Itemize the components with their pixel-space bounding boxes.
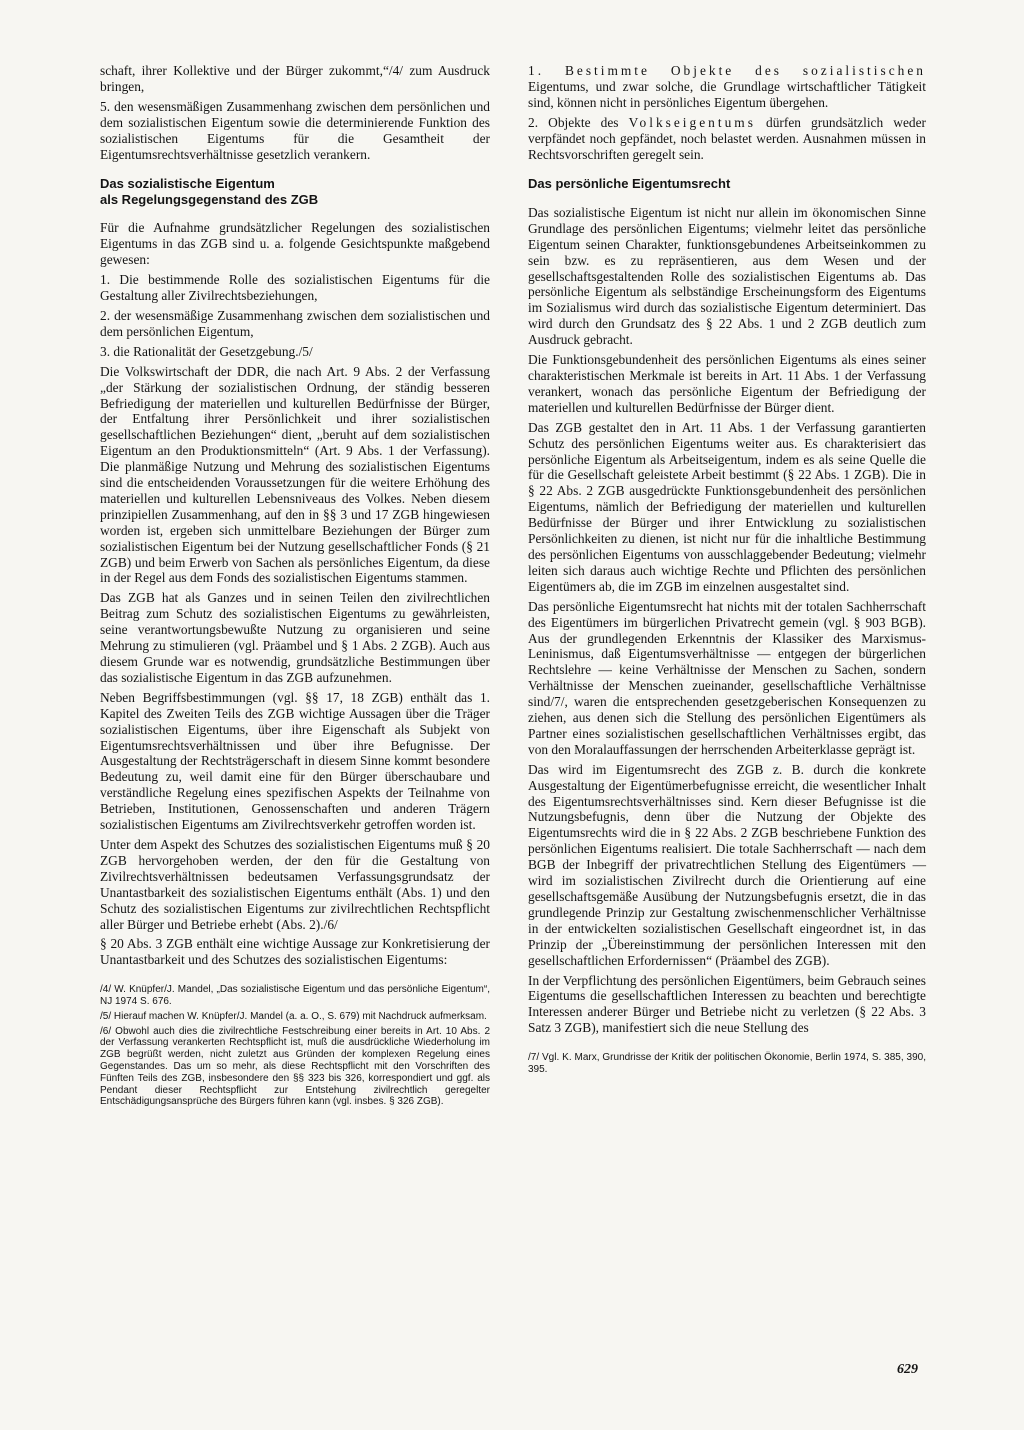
list-item: 2. der wesensmäßige Zusammenhang zwischen dem sozialistischen und dem persönlichen Eigentum,	[100, 307, 490, 339]
page-number: 629	[897, 1362, 918, 1377]
paragraph: Neben Begriffsbestimmungen (vgl. §§ 17, 18 ZGB) enthält das 1. Kapitel des Zweiten Teils des ZGB wichtige Aussagen über die Träger sozialistischen Eigentums, über ihre Eigenschaft als Subjekt von Eigentumsrechtsverhältnissen und über ihre Befugnisse. Der Ausgestaltung der Rechtsträgerschaft in diesem Sinne kommt besondere Bedeutung zu, weil damit eine für den Bürger überschaubare und verständliche Regelung eines spezifischen Aspekts der Teilnahme von Betrieben, Institutionen, Genossenschaften und anderen Trägern sozialistischen Eigentums am Zivilrechtsverkehr getroffen worden ist.	[100, 689, 490, 833]
paragraph: Das persönliche Eigentumsrecht hat nichts mit der totalen Sachherrschaft des Eigentümers im bürgerlichen Privatrecht gemein (vgl. § 903 BGB). Aus der grundlegenden Erkenntnis der Klassiker des Marxismus-Leninismus, daß Eigentumsverhältnisse — entgegen der bürgerlichen Rechtslehre — keine Verhältnisse der Menschen zu Sachen, sondern Verhältnisse der Menschen zueinander, gesellschaftliche Verhältnisse sind/7/, waren die entsprechenden gesetzgeberischen Konsequenzen zu ziehen, aus denen sich die Stellung des persönlichen Eigentümers als Partner eines sozialistischen gesellschaftlichen Verhältnisses ergibt, das von den Moralauffassungen der herrschenden Arbeiterklasse geprägt ist.	[528, 598, 926, 757]
paragraph: Das sozialistische Eigentum ist nicht nur allein im ökonomischen Sinne Grundlage des persönlichen Eigentums; vielmehr leitet das persönliche Eigentum seinen Charakter, funktionsgebundenes Arbeitseinkommen zu sein bzw. es zu repräsentieren, aus dem Wesen und der gesellschaftsgestaltenden Rolle des sozialistischen Eigentums ab. Das persönliche Eigentum als selbständige Erscheinungsform des Eigentums im Sozialismus wird durch das sozialistische Eigentum determiniert. Das wird durch den Grundsatz des § 22 Abs. 1 und 2 ZGB deutlich zum Ausdruck gebracht.	[528, 204, 926, 348]
list-item	[528, 63, 926, 111]
spaced-text: 1. Bestimmte Objekte des sozialistischen	[528, 63, 926, 78]
left-column	[100, 63, 490, 1111]
list-item: 1. Die bestimmende Rolle des sozialistischen Eigentums für die Gestaltung aller Zivilrechtsbeziehungen,	[100, 272, 490, 304]
section-heading-line: Das persönliche Eigentumsrecht	[528, 176, 731, 192]
footnotes-right	[528, 1052, 926, 1076]
spaced-text: Volkseigentums	[628, 114, 756, 130]
paragraph: Das ZGB hat als Ganzes und in seinen Teilen den zivilrechtlichen Beitrag zum Schutz des sozialistischen Eigentums zu gewährleisten, seine verantwortungsbewußte Nutzung zu organisieren und seine Mehrung zu stimulieren (vgl. Präambel und § 1 Abs. 2 ZGB). Auch aus diesem Grunde war es notwendig, grundsätzliche Bestimmungen über das sozialistische Eigentum in das ZGB aufzunehmen.	[100, 590, 490, 685]
paragraph: Unter dem Aspekt des Schutzes des sozialistischen Eigentums muß § 20 ZGB hervorgehoben werden, der den für die Gestaltung von Zivilrechtsverhältnissen bedeutsamen Verfassungsgrundsatz der Unantastbarkeit des sozialistischen Eigentums enthält (Abs. 1) und den Schutz des sozialistischen Eigentums zur zivilrechtlichen Rechtspflicht aller Bürger und Betriebe erhebt (Abs. 2)./6/	[100, 836, 490, 932]
paragraph: Die Volkswirtschaft der DDR, die nach Art. 9 Abs. 2 der Verfassung „der Stärkung der sozialistischen Ordnung, der ständig besseren Befriedigung der materiellen und kulturellen Bedürfnisse der Bürger, der Entfaltung ihrer Persönlichkeit und ihrer sozialistischen gesellschaftlichen Beziehungen“ dient, „beruht auf dem sozialistischen Eigentum an den Produktionsmitteln“ (Art. 9 Abs. 1 der Verfassung). Die planmäßige Nutzung und Mehrung des sozialistischen Eigentums sind die entscheidenden Voraussetzungen für die weitere Erhöhung des materiellen und kulturellen Lebensniveaus des Volkes. Neben diesem prinzipiellen Zusammenhang, auf den in §§ 3 und 17 ZGB hingewiesen worden ist, ergeben sich unmittelbare Beziehungen der Bürger zum sozialistischen Eigentum bei der Nutzung gesellschaftlicher Fonds (§ 21 ZGB) und beim Erwerb von Sachen als persönliches Eigentum, da diese in der Regel aus dem Fonds des sozialistischen Eigentums stammen.	[100, 363, 490, 586]
footnote: /6/ Obwohl auch dies die zivilrechtliche Festschreibung einer bereits in Art. 10 Abs. 2 der Verfassung verankerten Rechtspflicht ist, muß die ausdrückliche Wiederholung im ZGB begrüßt werden, nicht zuletzt aus Gründen der komplexen Regelung eines Gegenstandes. Das um so mehr, als diese Rechtspflicht mit den Vorschriften des Fünften Teils des ZGB, insbesondere den §§ 323 bis 326, korrespondiert und ggf. als Pendant dieser Rechtspflicht zur Entstehung zivilrechtlich geregelter Entschädigungsansprüche des Bürgers führen kann (vgl. insbes. § 326 ZGB).	[100, 1025, 490, 1108]
paragraph: § 20 Abs. 3 ZGB enthält eine wichtige Aussage zur Konkretisierung der Unantastbarkeit und des Schutzes des sozialistischen Eigentums:	[100, 936, 490, 968]
paragraph: Das wird im Eigentumsrecht des ZGB z. B. durch die konkrete Ausgestaltung der Eigentümerbefugnisse erreicht, die wesentlicher Inhalt des Eigentumsrechtsverhältnisses sind. Kern dieser Befugnisse ist die Nutzungsbefugnis, denn über die Nutzung der Objekte des Eigentumsrechts wird die in § 22 Abs. 2 ZGB beschriebene Funktion des persönlichen Eigentums realisiert. Die totale Sachherrschaft — nach dem BGB der Inbegriff der privatrechtlichen Stellung des Eigentümers — wird im sozialistischen Zivilrecht durch die Orientierung auf eine gesellschaftsgemäße Ausübung der Nutzungsbefugnis ersetzt, die in das grundlegende Prinzip zur Gestaltung zwischenmenschlicher Verhältnisse in der entwickelten sozialistischen Gesellschaft eingeordnet ist, in das Prinzip der „Übereinstimmung der persönlichen Interessen mit den gesellschaftlichen Erfordernissen“ (Präambel des ZGB).	[528, 761, 926, 968]
section-heading	[528, 176, 926, 192]
list-item	[528, 115, 926, 163]
section-heading-line: als Regelungsgegenstand des ZGB	[100, 191, 319, 207]
footnote: /7/ Vgl. K. Marx, Grundrisse der Kritik der politischen Ökonomie, Berlin 1974, S. 385, 390, 395.	[528, 1052, 926, 1075]
paragraph: Das ZGB gestaltet den in Art. 11 Abs. 1 der Verfassung garantierten Schutz des persönlichen Eigentums weiter aus. Es charakterisiert das persönliche Eigentum als Arbeitseigentum, indem es als seine Quelle die für die Gesellschaft geleistete Arbeit bestimmt (§ 22 Abs. 1 ZGB). Die in § 22 Abs. 2 ZGB ausgedrückte Funktionsgebundenheit des persönlichen Eigentums, nämlich der Befriedigung der materiellen und kulturellen Bedürfnisse der Bürger und ihrer Entwicklung zu sozialistischen Persönlichkeiten zu dienen, ist nicht nur für die inhaltliche Bestimmung des persönlichen Eigentums von ausschlaggebender Bedeutung; vielmehr leiten sich daraus auch wichtige Rechte und Pflichten des persönlichen Eigentümers ab, die im ZGB im einzelnen ausgestaltet sind.	[528, 419, 926, 594]
list-item: 5. den wesensmäßigen Zusammenhang zwischen dem persönlichen und dem sozialistischen Eigentum sowie die determinierende Funktion des sozialistischen Eigentums für die Gesamtheit der Eigentumsrechtsverhältnisse gesetzlich verankern.	[100, 98, 490, 162]
paragraph: schaft, ihrer Kollektive und der Bürger zukommt,“/4/ zum Ausdruck bringen,	[100, 63, 490, 94]
paragraph: Für die Aufnahme grundsätzlicher Regelungen des sozialistischen Eigentums in das ZGB sind u. a. folgende Gesichtspunkte maßgebend gewesen:	[100, 220, 490, 268]
paragraph: Die Funktionsgebundenheit des persönlichen Eigentums als eines seiner charakteristischen Merkmale ist bereits in Art. 11 Abs. 1 der Verfassung verankert, wonach das persönliche Eigentum der Befriedigung der materiellen und kulturellen Bedürfnisse der Bürger dient.	[528, 352, 926, 415]
section-heading	[100, 176, 490, 207]
section-heading-line: Das sozialistische Eigentum	[100, 176, 275, 192]
list-item-text: 2. Objekte des	[528, 114, 629, 130]
footnotes-left	[100, 984, 490, 1108]
footnote: /4/ W. Knüpfer/J. Mandel, „Das sozialistische Eigentum und das persönliche Eigentum“, NJ 1974 S. 676.	[100, 984, 490, 1008]
list-item-text: Eigentums, und zwar solche, die Grundlage wirtschaftlicher Tätigkeit sind, können nicht in persönliches Eigentum übergehen.	[528, 78, 926, 110]
paragraph: In der Verpflichtung des persönlichen Eigentümers, beim Gebrauch seines Eigentums die gesellschaftlichen Interessen zu beachten und berechtigte Interessen anderer Bürger und Betriebe nicht zu verletzen (§ 22 Abs. 3 Satz 3 ZGB), manifestiert sich die neue Stellung des	[528, 972, 926, 1036]
footnote: /5/ Hierauf machen W. Knüpfer/J. Mandel (a. a. O., S. 679) mit Nachdruck aufmerksam.	[100, 1010, 487, 1022]
list-item: 3. die Rationalität der Gesetzgebung./5/	[100, 343, 313, 359]
right-column	[528, 63, 926, 1079]
list-item-text: dürfen grundsätzlich weder verpfändet noch gepfändet, noch belastet werden. Ausnahmen müssen in Rechtsvorschriften geregelt sein.	[528, 114, 927, 162]
